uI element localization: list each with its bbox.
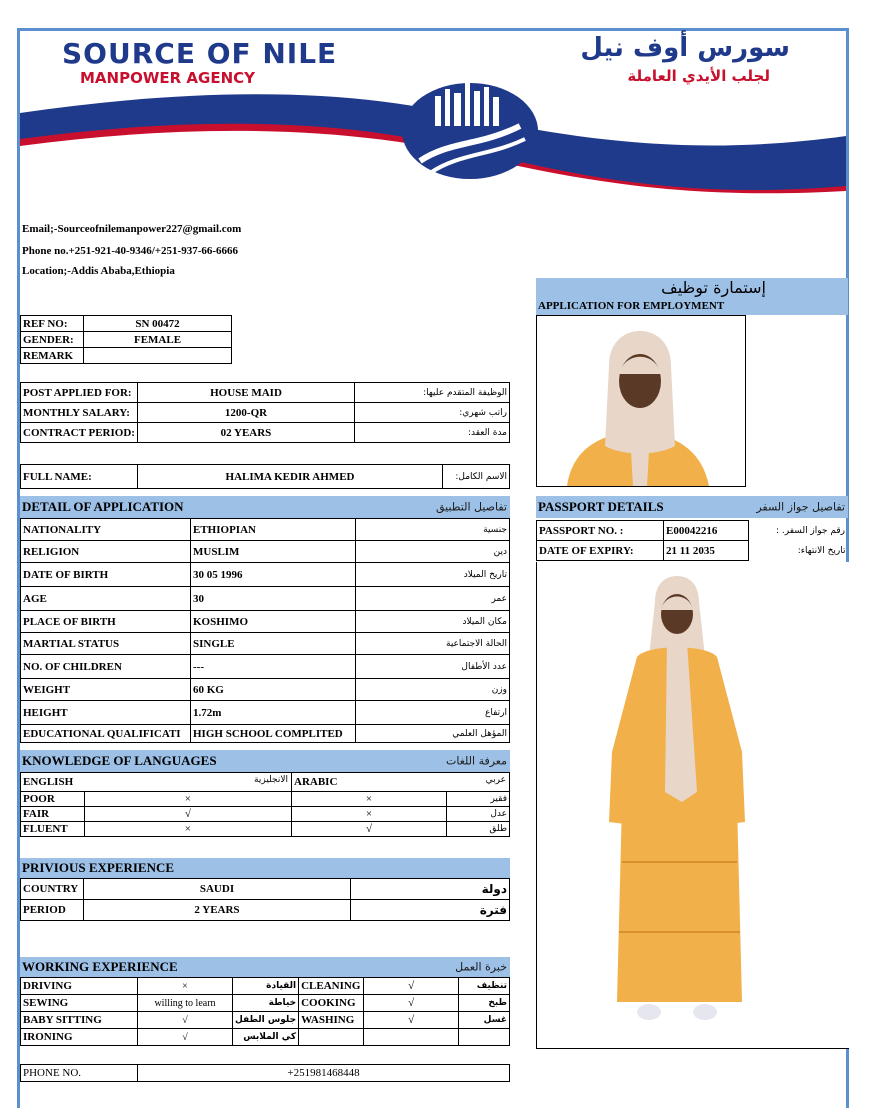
detail-label: PLACE OF BIRTH xyxy=(21,611,191,633)
skill-label: BABY SITTING xyxy=(21,1012,138,1029)
detail-row xyxy=(21,679,510,701)
detail-value: ETHIOPIAN xyxy=(191,519,356,541)
working-row xyxy=(21,1029,510,1046)
contact-email: Email;-Sourceofnilemanpower227@gmail.com xyxy=(22,223,242,235)
detail-label-arabic: جنسية xyxy=(356,519,510,541)
working-table xyxy=(20,977,510,1046)
working-row xyxy=(21,995,510,1012)
post-table xyxy=(20,382,510,443)
arabic-header xyxy=(292,773,510,792)
working-row xyxy=(21,1012,510,1029)
languages-title: KNOWLEDGE OF LANGUAGES xyxy=(22,753,217,768)
detail-row xyxy=(21,587,510,611)
detail-label: DATE OF BIRTH xyxy=(21,563,191,587)
logo-arabic: سورس أوف نيل xyxy=(580,33,790,63)
detail-label-arabic: عمر xyxy=(356,587,510,611)
skill2-value: √ xyxy=(364,978,459,995)
application-title-english: APPLICATION FOR EMPLOYMENT xyxy=(538,300,725,312)
detail-label: NATIONALITY xyxy=(21,519,191,541)
expiry-value: 21 11 2035 xyxy=(664,541,749,561)
skill-label-arabic: القيادة xyxy=(233,978,299,995)
detail-row xyxy=(21,541,510,563)
detail-row xyxy=(21,633,510,655)
portrait-photo xyxy=(536,315,746,487)
detail-title: DETAIL OF APPLICATION xyxy=(22,499,184,514)
detail-label-arabic: الحالة الاجتماعية xyxy=(356,633,510,655)
detail-value: SINGLE xyxy=(191,633,356,655)
contract-label: CONTRACT PERIOD: xyxy=(21,423,138,443)
full-body-illustration xyxy=(537,562,849,1048)
english-mark: √ xyxy=(84,807,291,822)
passport-no-label: PASSPORT NO. : xyxy=(537,521,664,541)
detail-row xyxy=(21,519,510,541)
gender-label: GENDER: xyxy=(21,332,84,348)
skill-label: SEWING xyxy=(21,995,138,1012)
passport-no-value: E00042216 xyxy=(664,521,749,541)
fullname-label-arabic: الاسم الكامل: xyxy=(443,465,510,489)
detail-label: AGE xyxy=(21,587,191,611)
skill-label: DRIVING xyxy=(21,978,138,995)
detail-label-arabic: مكان الميلاد xyxy=(356,611,510,633)
salary-label-arabic: راتب شهري: xyxy=(355,403,510,423)
detail-row xyxy=(21,563,510,587)
detail-label: NO. OF CHILDREN xyxy=(21,655,191,679)
detail-table xyxy=(20,518,510,743)
letterhead xyxy=(20,31,846,206)
detail-label-arabic: عدد الأطفال xyxy=(356,655,510,679)
skill-label-arabic: جلوس الطفل xyxy=(233,1012,299,1029)
skill-value xyxy=(138,995,233,1012)
detail-label-arabic: دين xyxy=(356,541,510,563)
detail-label-arabic: ارتفاع xyxy=(356,701,510,725)
passport-band xyxy=(536,496,848,518)
language-level: FLUENT xyxy=(21,822,85,837)
language-level: POOR xyxy=(21,792,85,807)
detail-row xyxy=(21,611,510,633)
skill-value xyxy=(138,1012,233,1029)
skill2-label: COOKING xyxy=(299,995,364,1012)
language-level-arabic: عدل xyxy=(447,807,510,822)
detail-label-arabic: تاريخ الميلاد xyxy=(356,563,510,587)
passport-no-label-arabic: رقم جواز السفر. : xyxy=(776,525,845,536)
language-level-arabic: طلق xyxy=(447,822,510,837)
period-value: 2 YEARS xyxy=(84,900,351,921)
english-header xyxy=(21,773,292,792)
ref-value: SN 00472 xyxy=(84,316,232,332)
skill2-value xyxy=(364,1029,459,1046)
skill-value-text: √ xyxy=(182,1031,188,1043)
contract-label-arabic: مدة العقد: xyxy=(355,423,510,443)
detail-value: HIGH SCHOOL COMPLITED xyxy=(191,725,356,743)
languages-band xyxy=(20,750,510,772)
language-level: FAIR xyxy=(21,807,85,822)
skill2-value: √ xyxy=(364,1012,459,1029)
phone-label: PHONE NO. xyxy=(21,1065,138,1082)
detail-value: 30 xyxy=(191,587,356,611)
application-title-arabic: إستمارة توظيف xyxy=(661,278,766,297)
skill-value-text: willing to learn xyxy=(154,997,216,1009)
detail-row xyxy=(21,655,510,679)
expiry-label: DATE OF EXPIRY: xyxy=(537,541,664,561)
skill-label-arabic: كي الملابس xyxy=(233,1029,299,1046)
arabic-label-arabic: عربي xyxy=(485,775,506,785)
working-band xyxy=(20,957,510,977)
period-label-arabic: فترة xyxy=(351,900,510,921)
detail-label: MARTIAL STATUS xyxy=(21,633,191,655)
detail-title-arabic: تفاصيل التطبيق xyxy=(435,500,507,514)
skill-value xyxy=(138,978,233,995)
period-label: PERIOD xyxy=(21,900,84,921)
language-row xyxy=(21,792,510,807)
english-mark: × xyxy=(84,822,291,837)
skill2-label: WASHING xyxy=(299,1012,364,1029)
skill2-label xyxy=(299,1029,364,1046)
skill2-label-arabic: طبخ xyxy=(459,995,510,1012)
detail-row xyxy=(21,701,510,725)
skill2-label-arabic xyxy=(459,1029,510,1046)
ref-table xyxy=(20,315,232,364)
fullname-value: HALIMA KEDIR AHMED xyxy=(138,465,443,489)
english-mark: × xyxy=(84,792,291,807)
post-label-arabic: الوظيفة المتقدم عليها: xyxy=(355,383,510,403)
english-label: ENGLISH xyxy=(23,776,74,788)
expiry-label-arabic: تاريخ الانتهاء: xyxy=(797,545,846,556)
logo-arabic-sub: لجلب الأيدي العاملة xyxy=(627,67,770,85)
working-title-arabic: خبرة العمل xyxy=(455,960,507,974)
detail-row xyxy=(21,725,510,743)
skill-value-text: × xyxy=(182,980,188,992)
portrait-illustration xyxy=(537,316,745,486)
detail-band xyxy=(20,496,510,518)
salary-value: 1200-QR xyxy=(138,403,355,423)
contract-value: 02 YEARS xyxy=(138,423,355,443)
previous-table xyxy=(20,878,510,921)
arabic-mark: × xyxy=(292,792,447,807)
passport-title: PASSPORT DETAILS xyxy=(538,499,664,514)
remark-label: REMARK xyxy=(21,348,84,364)
passport-table xyxy=(536,520,848,561)
country-label: COUNTRY xyxy=(21,879,84,900)
detail-value: 30 05 1996 xyxy=(191,563,356,587)
detail-label: WEIGHT xyxy=(21,679,191,701)
skill2-label: CLEANING xyxy=(299,978,364,995)
arabic-mark: √ xyxy=(292,822,447,837)
contact-phone: Phone no.+251-921-40-9346/+251-937-66-6666 xyxy=(22,245,239,257)
arabic-mark: × xyxy=(292,807,447,822)
post-label: POST APPLIED FOR: xyxy=(21,383,138,403)
working-row xyxy=(21,978,510,995)
skill-label-arabic: خياطة xyxy=(233,995,299,1012)
detail-label: RELIGION xyxy=(21,541,191,563)
contact-location: Location;-Addis Ababa,Ethiopia xyxy=(22,265,175,277)
skill2-value: √ xyxy=(364,995,459,1012)
gender-value: FEMALE xyxy=(84,332,232,348)
logo-english: SOURCE OF NILE xyxy=(62,37,338,70)
skill2-label-arabic: تنظيف xyxy=(459,978,510,995)
detail-value: MUSLIM xyxy=(191,541,356,563)
remark-value xyxy=(84,348,232,364)
ref-label: REF NO: xyxy=(21,316,84,332)
detail-label: HEIGHT xyxy=(21,701,191,725)
phone-table xyxy=(20,1064,510,1082)
detail-label-arabic: المؤهل العلمي xyxy=(356,725,510,743)
working-title: WORKING EXPERIENCE xyxy=(22,959,178,974)
fullname-table xyxy=(20,464,510,489)
detail-value: 1.72m xyxy=(191,701,356,725)
logo-english-sub: MANPOWER AGENCY xyxy=(80,69,255,87)
languages-table xyxy=(20,772,510,837)
skill-value-text: √ xyxy=(182,1014,188,1026)
english-label-arabic: الانجليزية xyxy=(254,775,288,785)
skill-value xyxy=(138,1029,233,1046)
detail-value: KOSHIMO xyxy=(191,611,356,633)
phone-value: +251981468448 xyxy=(138,1065,510,1082)
post-value: HOUSE MAID xyxy=(138,383,355,403)
previous-band xyxy=(20,858,510,878)
arabic-label: ARABIC xyxy=(294,776,338,788)
full-body-photo xyxy=(536,562,849,1049)
language-row xyxy=(21,807,510,822)
detail-value: 60 KG xyxy=(191,679,356,701)
detail-label: EDUCATIONAL QUALIFICATI xyxy=(21,725,191,743)
language-level-arabic: فقير xyxy=(447,792,510,807)
country-label-arabic: دولة xyxy=(351,879,510,900)
passport-title-arabic: تفاصيل جواز السفر xyxy=(756,500,845,514)
salary-label: MONTHLY SALARY: xyxy=(21,403,138,423)
skill2-label-arabic: غسل xyxy=(459,1012,510,1029)
languages-title-arabic: معرفة اللغات xyxy=(446,754,507,768)
detail-value: --- xyxy=(191,655,356,679)
skill-label: IRONING xyxy=(21,1029,138,1046)
detail-label-arabic: وزن xyxy=(356,679,510,701)
previous-title: PRIVIOUS EXPERIENCE xyxy=(22,860,175,875)
fullname-label: FULL NAME: xyxy=(21,465,138,489)
country-value: SAUDI xyxy=(84,879,351,900)
application-title-band xyxy=(536,278,848,315)
language-row xyxy=(21,822,510,837)
